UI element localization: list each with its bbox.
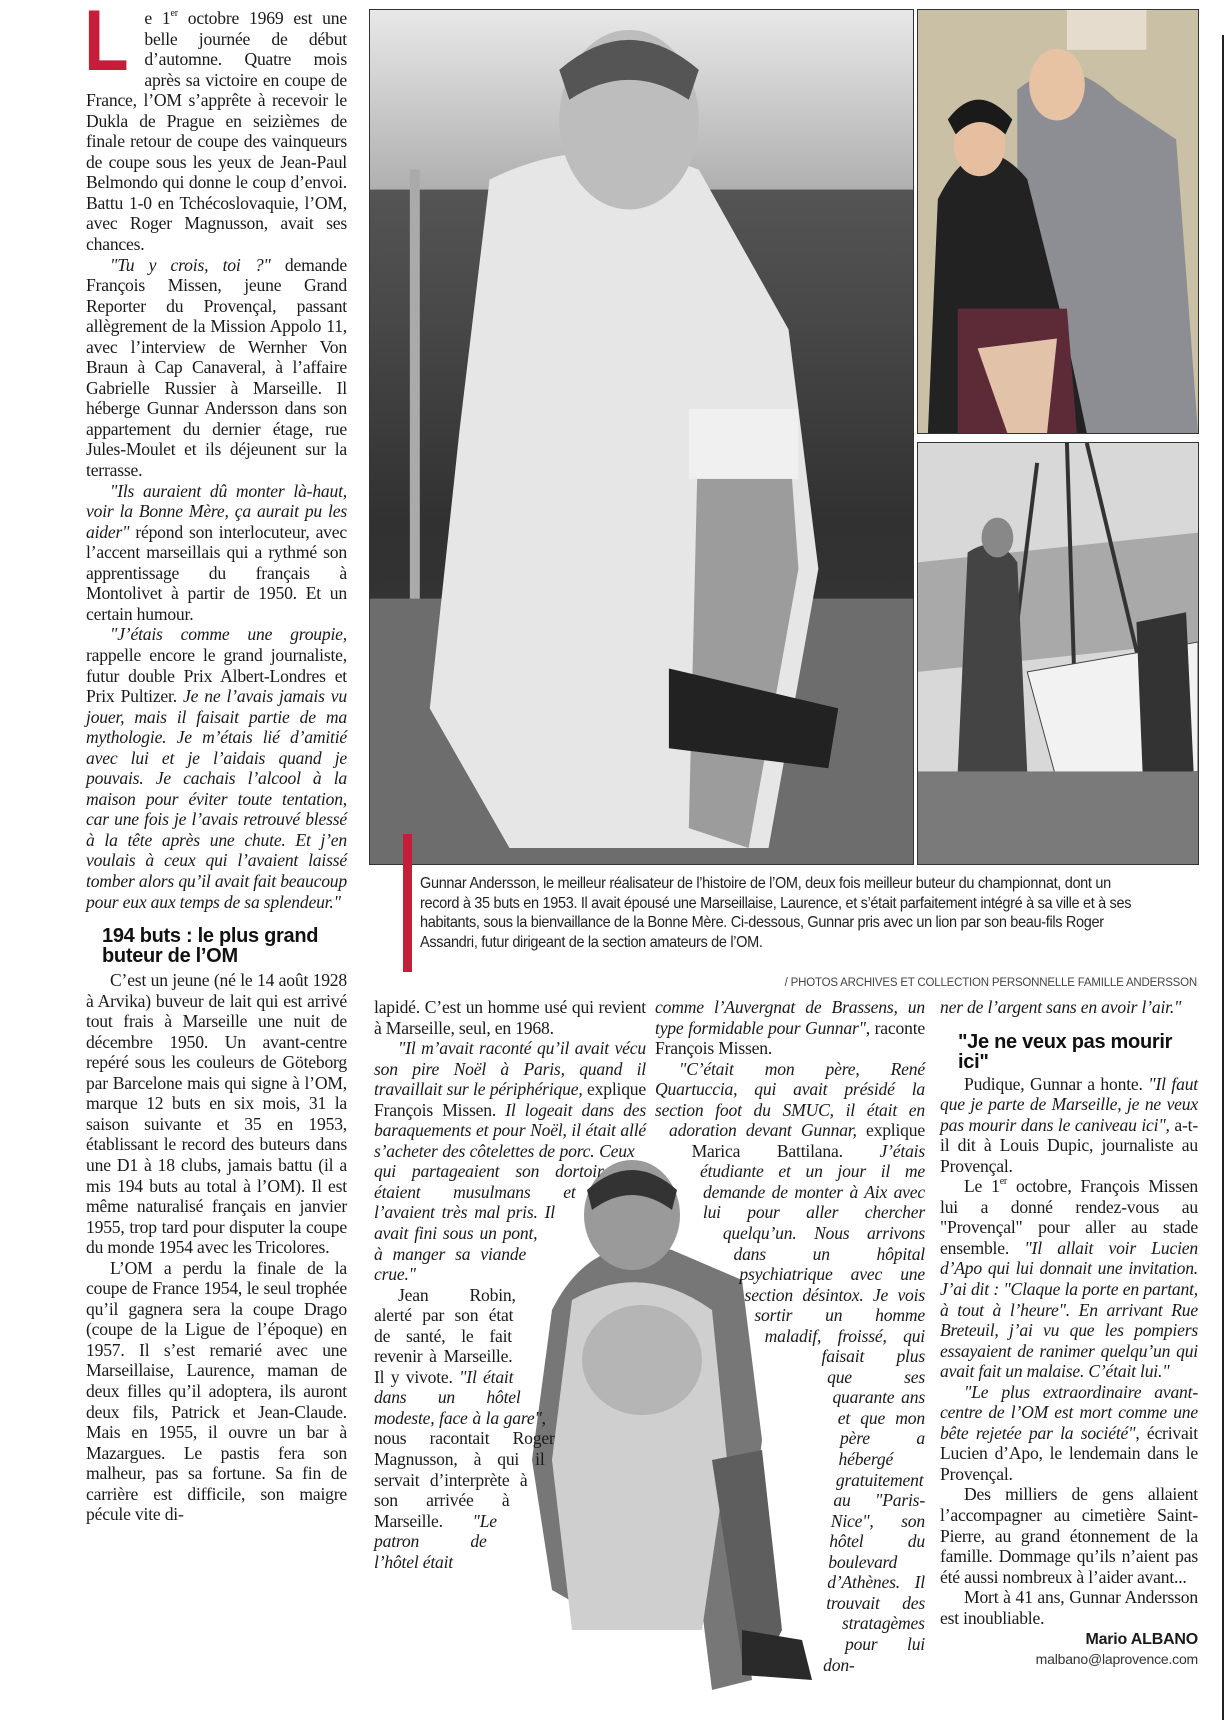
photo-caption: Gunnar Andersson, le meilleur réalisateur de l’histoire de l’OM, deux fois meilleur buteur du championnat, dont un record à 35 buts en 1953. Il avait épousé une Marseillaise, Laurence, et s’était parfaitement intégré à sa ville et à ses habitants, sous la bienvaillance de la Bonne Mère. Ci-dessous, Gunnar pris avec un lion par son beau-fils Roger Assandri, futur dirigeant de la section amateurs de l’OM.: [420, 875, 1132, 951]
quote-text: "C’était mon père, René Quartuccia, qui avait présidé la section foot du SMUC, il était en adoration devant Gunnar,: [655, 1058, 925, 1141]
paragraph: [940, 1176, 1198, 1381]
author-email[interactable]: malbano@laprovence.com: [1035, 1651, 1198, 1668]
column-2: [374, 997, 646, 1733]
column-1-top: [84, 0, 347, 912]
column-4-top: [940, 997, 1198, 1018]
body-text: C’est un jeune (né le 14 août 1928 à Arvika) buveur de lait qui est arrivé tout frais à Marseille une nuit de décembre 1950. Un avant-centre repéré sous les couleurs de Göteborg par Barcelone mais qui signe à l’OM, marque 12 buts en six mois, 31 la saison suivante et 35 en 1953, établissant le record des buteurs dans une D1 à 18 clubs, jamais battu (il a mis 194 buts au total à l’OM). Il est même naturalisé français en janvier 1955, trop tard pour disputer la coupe du monde 1954 avec les Tricolores.: [86, 970, 347, 1258]
paragraph: [86, 970, 347, 1258]
photo-credit: / PHOTOS ARCHIVES ET COLLECTION PERSONNELLE FAMILLE ANDERSSON: [784, 977, 1197, 989]
body-text: rappelle encore le grand journaliste, futur double Prix Albert-Londres et Prix Pultizer.: [86, 644, 347, 707]
body-text: demande François Missen, jeune Grand Reporter du Provençal, passant allègrement de la Mission Appolo 11, avec l’interview de Wernher Von Braun à Cap Canaveral, à l’affaire Gabrielle Russier à Marseille. Il héberge Gunnar Andersson dans son appartement du dernier étage, rue Jules-Moulet et ils déjeunent sur la terrasse.: [86, 254, 347, 481]
body-text: , écrivait Lucien d’Apo, le lendemain dans le Provençal.: [940, 1422, 1198, 1484]
paragraph: [940, 1587, 1198, 1628]
quote-text: ner de l’argent sans en avoir l’air.": [940, 997, 1182, 1017]
quote-text: "Le patron de l’hôtel était: [374, 1510, 497, 1572]
column-3: [655, 997, 925, 1733]
body-text: Le 1: [964, 1176, 1000, 1197]
photo-harbor: [917, 442, 1199, 865]
column-4: [940, 997, 1198, 1668]
main-photo-player-kneeling: [369, 9, 914, 865]
body-text: , nous racontait Roger Magnusson, à qui il servait d’interprète à son arrivée à Marseille.: [374, 1407, 555, 1531]
paragraph: [940, 1484, 1198, 1587]
quote-text: "Le plus extraordinaire avant-centre de l’OM est mort comme une bête rejetée par la société": [940, 1381, 1198, 1443]
quote-text: comme l’Auvergnat de Brassens, un type formidable pour Gunnar": [655, 997, 925, 1038]
body-text: Jean Robin, alerté par son état de santé, le fait revenir à Marseille. Il y vivote.: [374, 1284, 516, 1387]
body-text: Des milliers de gens allaient l’accompagner au cimetière Saint-Pierre, au grand étonnement de la famille. Dommage qu’ils n’aient pas été aussi nombreux à l’aider avant...: [940, 1484, 1198, 1587]
caption-accent-bar: [403, 834, 412, 972]
body-text: lapidé. C’est un homme usé qui revient à Marseille, seul, en 1968.: [374, 997, 646, 1038]
body-text: octobre, François Missen lui a donné rendez-vous au "Provençal" pour aller au stade ensemble.: [940, 1176, 1199, 1258]
quote-text: J’étais étudiante et un jour il me demande de monter à Aix avec lui pour aller chercher quelqu’un. Nous arrivons dans un hôpital psychiatrique avec une section désintox. Je vois sortir un homme maladif, froissé, qui faisait plus que ses quarante ans et que mon père a hébergé gratuitement au "Paris-Nice", son hôtel du boulevard d’Athènes. Il trouvait des stratagèmes pour lui don-: [699, 1140, 925, 1675]
quote-text: "Il faut que je parte de Marseille, je ne veux pas mourir dans le caniveau ici": [940, 1073, 1198, 1135]
body-text: , a-t-il dit à Louis Dupic, journaliste au Provençal.: [940, 1114, 1199, 1176]
body-text: répond son interlocuteur, avec l’accent marseillais qui a rythmé son apprentissage du français à Montolivet à partir de 1950. Et un certain humour.: [86, 521, 347, 624]
quote-text: "Tu y crois, toi ?": [110, 254, 271, 275]
column-rule: [1222, 35, 1224, 1720]
column-4-bottom: [940, 1074, 1198, 1629]
quote-text: "Il allait voir Lucien d’Apo qui lui donnait une invitation. J’ai dit : "Claque la porte en partant, à tout à l’heure". En arrivant Rue Breteuil, j’ai vu que les pompiers essayaient de ranimer quelqu’un qui avait fait un malaise. C’était lui.": [940, 1237, 1198, 1382]
paragraph: [86, 624, 347, 912]
body-text: e 1: [144, 8, 171, 28]
paragraph: [86, 481, 347, 625]
body-text: Pudique, Gunnar a honte.: [964, 1073, 1149, 1094]
quote-text: "Il était dans un hôtel modeste, face à la gare": [374, 1366, 542, 1428]
column-1-bottom: [86, 970, 347, 1525]
body-text: , raconte François Missen.: [655, 1017, 925, 1059]
photo-couple: [917, 9, 1199, 434]
subheading-je-ne-veux-pas-mourir-ici: "Je ne veux pas mourir ici": [958, 1030, 1173, 1073]
author-name: Mario ALBANO: [1085, 1631, 1198, 1649]
body-text: L’OM a perdu la finale de la coupe de France 1954, le seul trophée qu’il gagnera sera la coupe Drago (coupe de la Ligue de l’époque) en 1957. Il s’est remarié avec une Marseillaise, Laurence, maman de deux filles qu’il adoptera, ils auront deux fils, Patrick et Jean-Claude. Mais en 1955, il ouvre un bar à Mazargues. Le pastis fera son malheur, pas sa fortune. Sa fin de carrière est difficile, son maigre pécule vite di-: [86, 1257, 347, 1525]
body-text: explique Marica Battilana.: [691, 1120, 925, 1161]
quote-text: Je ne l’avais jamais vu jouer, mais il faisait partie de ma mythologie. Je m’étais lié d’amitié avec lui et je l’aidais quand je pouvais. Je cachais l’alcool à la maison pour éviter toute tentation, car une fois je l’avais retrouvé blessé à la tête après une chute. Et j’en voulais à ceux qui l’avaient laissé tomber alors qu’il avait fait beaucoup pour eux aux temps de sa splendeur.": [86, 686, 347, 912]
column-1: [84, 0, 347, 1525]
paragraph: [84, 0, 347, 255]
body-text: er: [170, 8, 178, 19]
quote-text: "Il m’avait raconté qu’il avait vécu son pire Noël à Paris, quand il travaillait sur le périphérique,: [374, 1038, 646, 1100]
subheading-194-buts: 194 buts : le plus grand buteur de l’OM: [102, 925, 319, 968]
body-text: explique François Missen.: [374, 1079, 647, 1120]
paragraph: [86, 1258, 347, 1525]
paragraph: [940, 1382, 1198, 1485]
quote-text: "Ils auraient dû monter là-haut, voir la Bonne Mère, ça aurait pu les aider": [86, 480, 347, 542]
quote-text: "J’étais comme une groupie,: [110, 624, 347, 645]
paragraph: [86, 255, 347, 481]
quote-text: Il logeait dans des baraquements et pour Noël, il était allé s’acheter des côtelettes de porc. Ceux qui partageaient son dortoir étaient musulmans et l’avaient très mal pris. Il avait fini sous un pont, à manger sa viande crue.": [374, 1099, 646, 1285]
paragraph: [940, 997, 1198, 1018]
body-text: er: [999, 1176, 1008, 1188]
paragraph: [940, 1074, 1198, 1177]
body-text: octobre 1969 est une belle journée de début d’automne. Quatre mois après sa victoire en coupe de France, l’OM s’apprête à recevoir le Dukla de Prague en seizièmes de finale retour de coupe des vainqueurs de coupe sous les yeux de Jean-Paul Belmondo qui donne le coup d’envoi. Battu 1-0 en Tchécoslovaquie, l’OM, avec Roger Magnusson, avait ses chances.: [86, 8, 347, 255]
drop-cap: L: [84, 0, 129, 89]
body-text: Mort à 41 ans, Gunnar Andersson est inoubliable.: [940, 1587, 1198, 1628]
